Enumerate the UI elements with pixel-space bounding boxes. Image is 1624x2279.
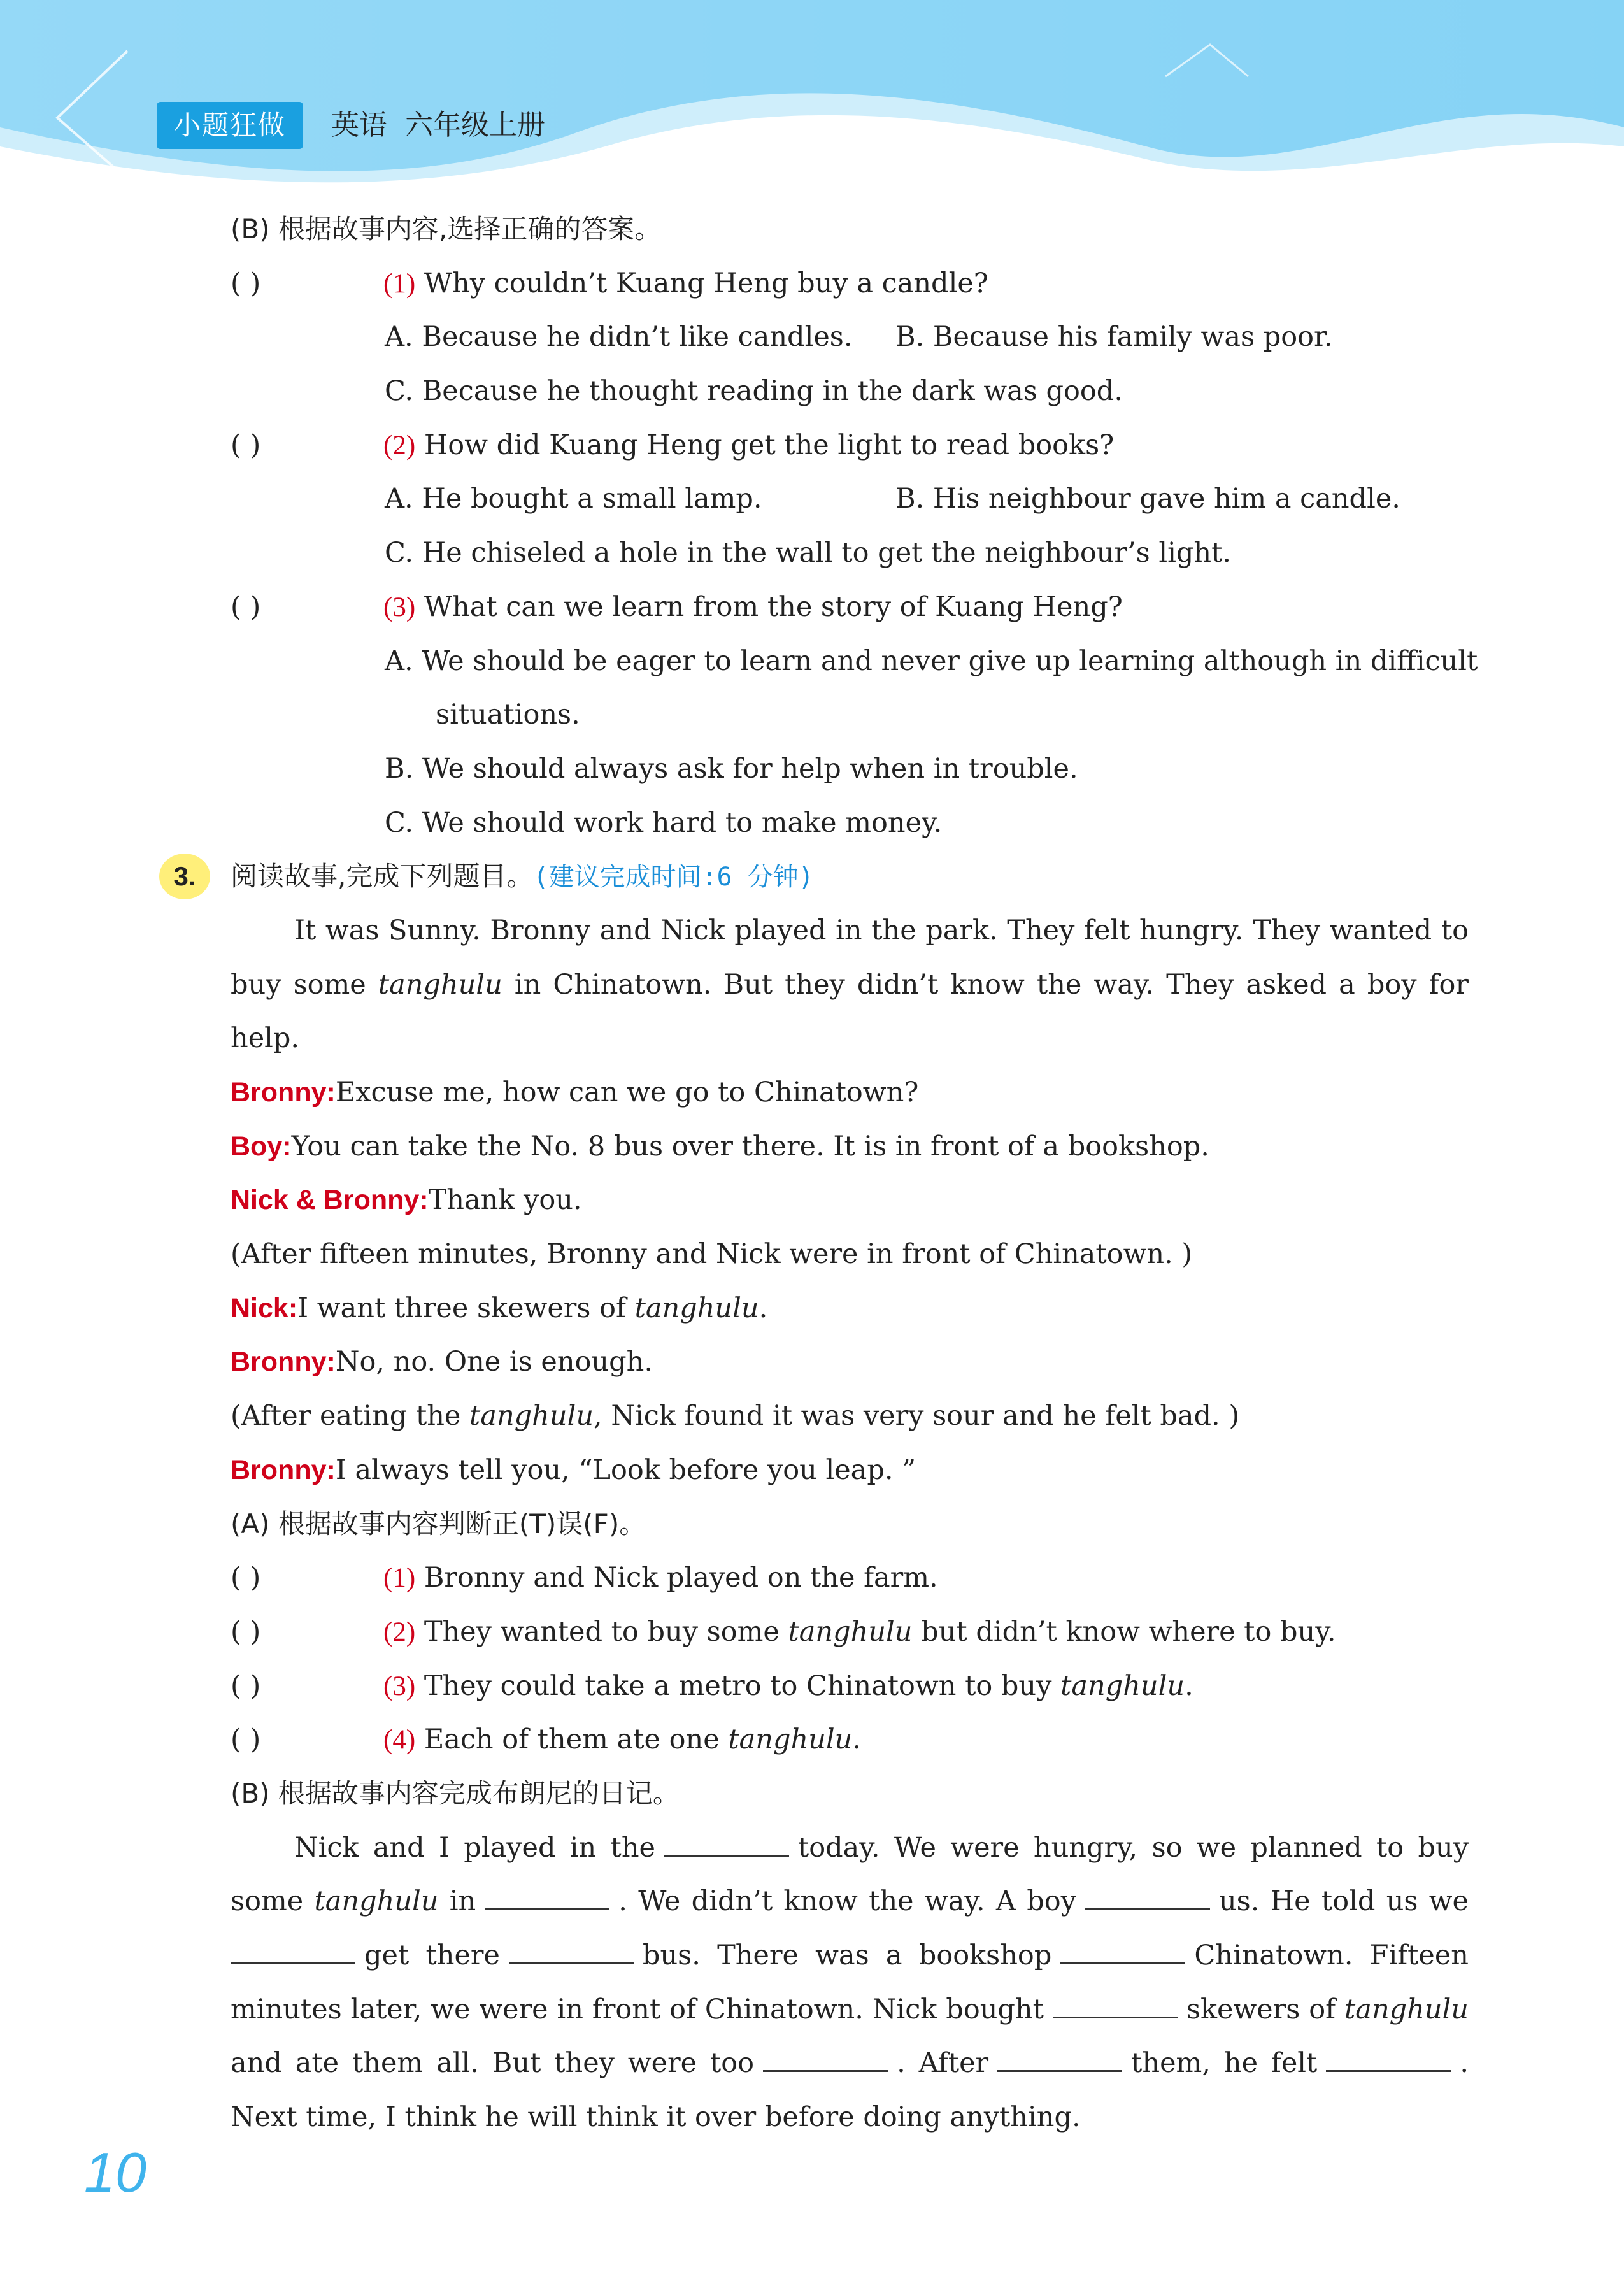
page-number: 10: [84, 2141, 146, 2204]
blank-input[interactable]: [763, 2038, 888, 2072]
dialogue-line: [231, 1443, 1469, 1497]
dialogue-line: [231, 1282, 1469, 1336]
item-italic: tanghulu: [1060, 1669, 1185, 1702]
diary-text: Nick and I played in the: [294, 1831, 655, 1864]
story-italic: tanghulu: [378, 968, 502, 1001]
tf-item: [231, 1659, 1469, 1713]
series-badge: 小题狂做: [157, 102, 303, 149]
dialogue-line: [231, 1173, 1469, 1227]
answer-paren[interactable]: ( ): [231, 1669, 261, 1702]
item-text: but didn’t know where to buy.: [912, 1615, 1336, 1648]
option-a: A. We should be eager to learn and never give up learning although in difficult: [385, 645, 1478, 677]
speech: Excuse me, how can we go to Chinatown?: [335, 1076, 919, 1108]
diary-line-5: [231, 2036, 1469, 2090]
dialogue-line: [231, 1120, 1469, 1174]
item-text: Each of them ate one: [424, 1724, 729, 1756]
speaker: Bronny:: [231, 1077, 336, 1108]
item-text: Bronny and Nick played on the farm.: [424, 1562, 938, 1594]
story-line-2: [231, 958, 1469, 1012]
diary-line-6: Next time, I think he will think it over before doing anything.: [231, 2101, 1081, 2134]
section-number-badge: 3.: [159, 854, 210, 899]
diary-text: Chinatown. Fifteen: [1194, 1940, 1469, 1971]
diary-italic: tanghulu: [1344, 1993, 1469, 2025]
blank-input[interactable]: [1326, 2038, 1451, 2072]
option-a: A. Because he didn’t like candles.: [385, 321, 853, 354]
blank-input[interactable]: [231, 1931, 355, 1964]
blank-input[interactable]: [1060, 1931, 1185, 1964]
blank-input[interactable]: [1085, 1876, 1210, 1910]
question-text: How did Kuang Heng get the light to read books?: [424, 429, 1115, 461]
diary-line-1: [231, 1821, 1469, 1875]
tf-item: [231, 1713, 1469, 1767]
blank-input[interactable]: [664, 1823, 789, 1857]
narration-text: , Nick found it was very sour and he felt bad. ): [594, 1400, 1240, 1432]
time-hint: (建议完成时间:6 分钟): [533, 862, 814, 892]
diary-text: get there: [364, 1940, 500, 1971]
item-text: .: [1185, 1669, 1193, 1702]
narration: (After fifteen minutes, Bronny and Nick were in front of Chinatown. ): [231, 1238, 1193, 1271]
diary-line-2: [231, 1875, 1469, 1929]
answer-paren[interactable]: ( ): [231, 429, 261, 461]
question-b3: [231, 580, 1469, 634]
speaker: Nick & Bronny:: [231, 1185, 429, 1216]
speaker: Nick:: [231, 1292, 298, 1324]
speaker: Bronny:: [231, 1347, 336, 1378]
item-italic: tanghulu: [728, 1724, 853, 1756]
story-text: buy some: [231, 968, 378, 1001]
speaker: Boy:: [231, 1131, 292, 1162]
part-b-instruction: (B) 根据故事内容,选择正确的答案。: [231, 213, 662, 245]
item-text: They could take a metro to Chinatown to buy: [424, 1669, 1061, 1702]
item-number: (2): [383, 1617, 416, 1647]
diary-text: them, he felt: [1131, 2047, 1318, 2080]
options-row: [231, 310, 1469, 364]
item-number: (1): [383, 1563, 416, 1594]
question-b1: [231, 257, 1469, 311]
answer-paren[interactable]: ( ): [231, 267, 261, 299]
diary-text: . We didn’t know the way. A boy: [618, 1885, 1076, 1918]
diary-text: us. He told us we: [1218, 1885, 1469, 1918]
diary-text: in: [449, 1885, 476, 1918]
page-content: [173, 203, 1478, 2145]
diary-italic: tanghulu: [314, 1885, 439, 1918]
diary-text: skewers of: [1186, 1993, 1336, 2025]
speech: Thank you.: [428, 1184, 582, 1217]
question-number: (2): [383, 430, 416, 461]
diary-text: .: [1460, 2047, 1469, 2080]
item-text: .: [852, 1724, 862, 1756]
narration-italic: tanghulu: [469, 1400, 594, 1432]
story-line-3: help.: [231, 1022, 300, 1055]
blank-input[interactable]: [485, 1876, 609, 1910]
speech: I want three skewers of: [297, 1292, 635, 1324]
speech: I always tell you, “Look before you leap. ”: [335, 1454, 916, 1486]
diary-text: minutes later, we were in front of Chinatown. Nick bought: [231, 1993, 1044, 2025]
part-b-instruction: (B) 根据故事内容完成布朗尼的日记。: [231, 1777, 680, 1809]
question-text: What can we learn from the story of Kuang Heng?: [424, 590, 1123, 623]
diary-text: some: [231, 1885, 304, 1918]
options-row: [231, 472, 1469, 526]
answer-paren[interactable]: ( ): [231, 1562, 261, 1594]
question-number: (1): [383, 268, 416, 299]
story-text: in Chinatown. But they didn’t know the way. They asked a boy for: [502, 968, 1469, 1001]
tf-item: [231, 1551, 1469, 1605]
item-number: (3): [383, 1671, 416, 1701]
speech: .: [759, 1292, 768, 1324]
answer-paren[interactable]: ( ): [231, 1615, 261, 1648]
book-title: 英语 六年级上册: [331, 109, 545, 141]
option-b: B. We should always ask for help when in trouble.: [385, 752, 1078, 785]
diary-text: . After: [897, 2047, 989, 2080]
speech: You can take the No. 8 bus over there. It is in front of a bookshop.: [291, 1130, 1209, 1162]
dialogue-line: [231, 1335, 1469, 1389]
option-c: C. He chiseled a hole in the wall to get the neighbour’s light.: [385, 537, 1232, 569]
dialogue-line: [231, 1066, 1469, 1120]
question-number: (3): [383, 592, 416, 622]
blank-input[interactable]: [509, 1931, 634, 1964]
story-line-1: It was Sunny. Bronny and Nick played in the park. They felt hungry. They wanted to: [294, 914, 1469, 947]
option-a: A. He bought a small lamp.: [385, 483, 762, 515]
option-b: B. Because his family was poor.: [895, 321, 1333, 354]
option-c: C. We should work hard to make money.: [385, 806, 943, 839]
section-title: 阅读故事,完成下列题目。: [231, 861, 534, 892]
question-b2: [231, 418, 1469, 473]
option-a-continued: situations.: [436, 699, 580, 731]
item-number: (4): [383, 1725, 416, 1755]
blank-input[interactable]: [997, 2038, 1122, 2072]
blank-input[interactable]: [1053, 1985, 1178, 2018]
option-b: B. His neighbour gave him a candle.: [895, 483, 1400, 515]
tf-item: [231, 1605, 1469, 1659]
part-a-instruction: (A) 根据故事内容判断正(T)误(F)。: [231, 1508, 646, 1540]
speech-italic: tanghulu: [634, 1292, 759, 1324]
item-italic: tanghulu: [788, 1615, 913, 1648]
diary-line-4: [231, 1983, 1469, 2037]
narration-text: (After eating the: [231, 1400, 470, 1432]
diary-text: bus. There was a bookshop: [642, 1940, 1052, 1971]
diary-text: and ate them all. But they were too: [231, 2047, 755, 2080]
section-3-heading: [173, 850, 1469, 904]
answer-paren[interactable]: ( ): [231, 1724, 261, 1756]
narration: [231, 1389, 1469, 1443]
question-text: Why couldn’t Kuang Heng buy a candle?: [424, 267, 988, 299]
item-text: They wanted to buy some: [424, 1615, 788, 1648]
diary-line-3: [231, 1929, 1469, 1983]
option-c: C. Because he thought reading in the dark was good.: [385, 375, 1123, 408]
diary-text: today. We were hungry, so we planned to buy: [797, 1831, 1469, 1864]
speaker: Bronny:: [231, 1454, 336, 1485]
answer-paren[interactable]: ( ): [231, 590, 261, 623]
speech: No, no. One is enough.: [335, 1346, 653, 1378]
